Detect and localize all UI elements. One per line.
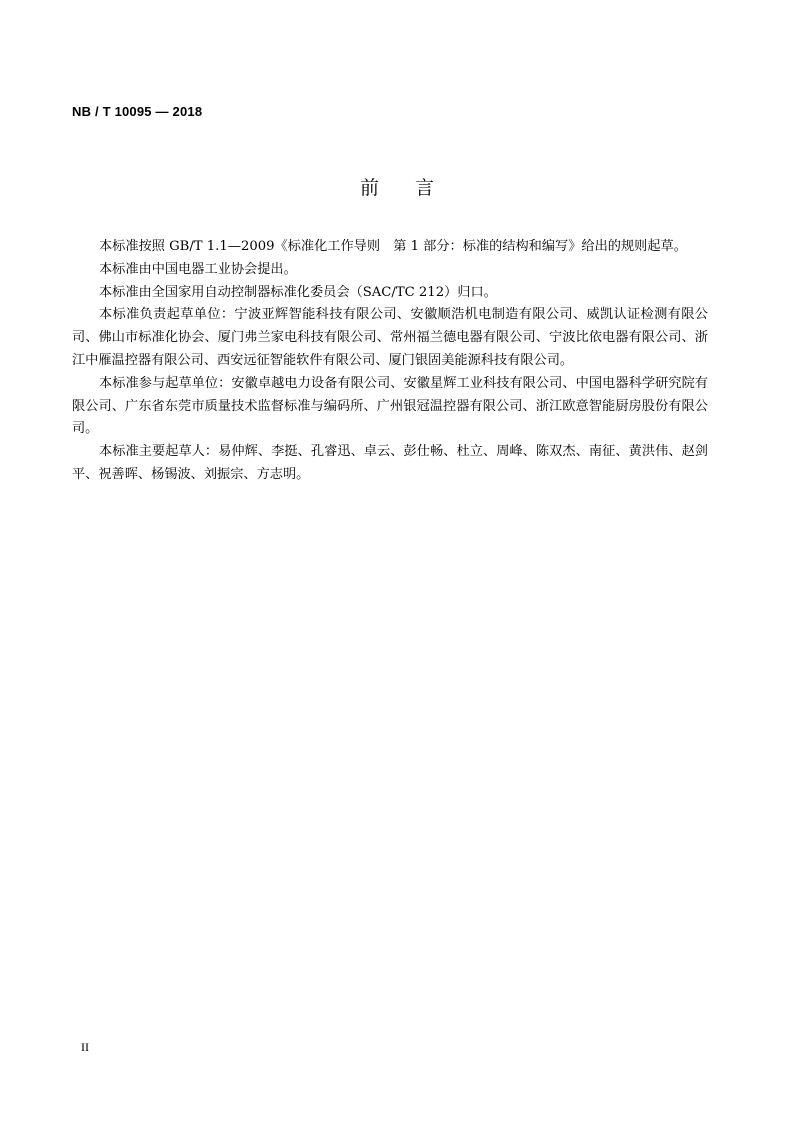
paragraph-committee: 本标准由全国家用自动控制器标准化委员会（SAC/TC 212）归口。 [99, 284, 497, 300]
paragraph-participating-drafters: 本标准参与起草单位：安徽卓越电力设备有限公司、安徽星辉工业科技有限公司、中国电器科学研究院有限公司、广东省东莞市质量技术监督标准与编码所、广州银冠温控器有限公司、浙江欧意智能厨房股份有限公司。 [72, 375, 708, 437]
standard-number: NB / T 10095 — 2018 [72, 104, 203, 119]
paragraph-drafting-rules: 本标准按照 GB/T 1.1—2009《标准化工作导则 第 1 部分：标准的结构和编写》给出的规则起草。 [99, 239, 687, 254]
page-title: 前言 [359, 177, 470, 199]
paragraph-main-drafters: 本标准主要起草人：易仲辉、李挺、孔睿迅、卓云、彭仕畅、杜立、周峰、陈双杰、南征、黄洪伟、赵剑平、祝善晖、杨锡波、刘振宗、方志明。 [72, 444, 708, 482]
paragraph-proposer: 本标准由中国电器工业协会提出。 [99, 261, 297, 277]
page-number: II [81, 1040, 89, 1054]
foreword-body [72, 236, 708, 487]
paragraph-lead-drafters: 本标准负责起草单位：宁波亚辉智能科技有限公司、安徽顺浩机电制造有限公司、威凯认证检测有限公司、佛山市标准化协会、厦门弗兰家电科技有限公司、常州福兰德电器有限公司、宁波比依电器有限公司、浙江中雁温控器有限公司、西安远征智能软件有限公司、厦门银固美能源科技有限公司。 [72, 307, 708, 368]
